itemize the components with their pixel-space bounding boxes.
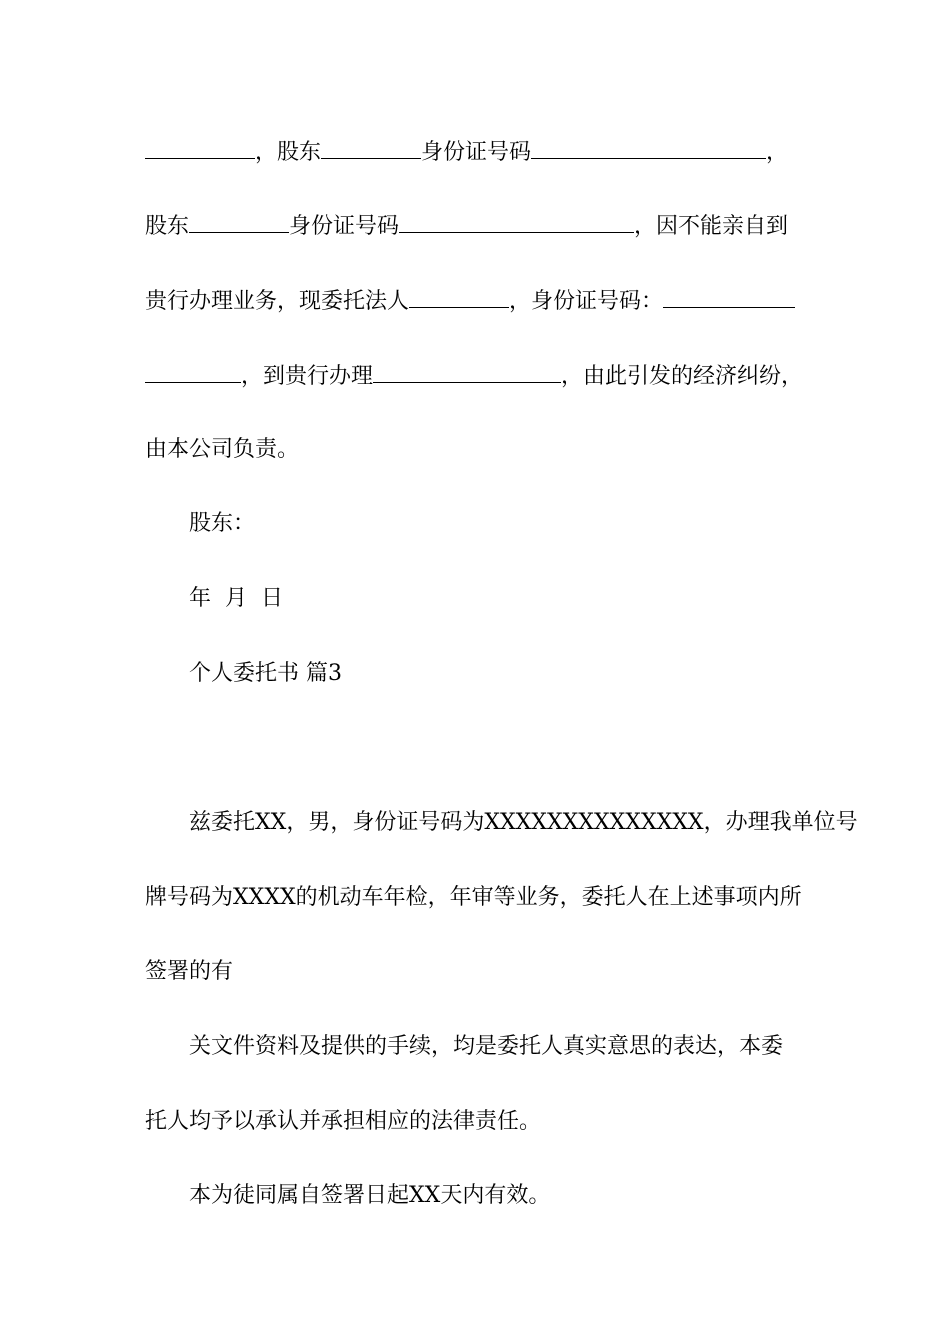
section-title: 个人委托书 篇3 <box>189 661 342 686</box>
paragraph3-line1: 关文件资料及提供的手续，均是委托人真实意思的表达，本委 <box>189 1034 784 1059</box>
paragraph1-line3 <box>145 285 825 317</box>
blank-field <box>409 285 509 308</box>
blank-field <box>145 360 241 383</box>
paragraph1-line4 <box>145 360 825 392</box>
shareholder-label: 股东： <box>189 511 256 536</box>
paragraph2-line1: 兹委托XX，男，身份证号码为XXXXXXXXXXXXXX，办理我单位号 <box>189 810 858 835</box>
paragraph2-line3: 签署的有 <box>145 959 234 984</box>
paragraph1-line1 <box>145 136 825 168</box>
text-segment: ，因不能亲自到 <box>634 214 789 239</box>
blank-field <box>663 285 795 308</box>
text-segment: ，身份证号码： <box>509 289 664 314</box>
text-segment: 股东 <box>145 214 190 239</box>
blank-field <box>145 136 255 159</box>
text-segment: 身份证号码 <box>421 140 532 165</box>
paragraph3-line2: 托人均予以承认并承担相应的法律责任。 <box>145 1109 542 1134</box>
blank-field <box>189 210 289 233</box>
text-segment: ， <box>766 140 789 165</box>
blank-field <box>399 210 634 233</box>
paragraph2-line2: 牌号码为XXXX的机动车年检，年审等业务，委托人在上述事项内所 <box>145 885 802 910</box>
paragraph1-line5: 由本公司负责。 <box>145 437 300 462</box>
text-segment: ，到贵行办理 <box>241 364 374 389</box>
blank-field <box>373 360 561 383</box>
date-line: 年 月 日 <box>189 586 283 611</box>
text-segment: 身份证号码 <box>289 214 400 239</box>
text-segment: 贵行办理业务，现委托法人 <box>145 289 410 314</box>
blank-field <box>531 136 766 159</box>
text-segment: ，由此引发的经济纠纷， <box>561 364 804 389</box>
paragraph4: 本为徒同属自签署日起XX天内有效。 <box>189 1183 551 1208</box>
paragraph1-line2 <box>145 210 825 242</box>
text-segment: ，股东 <box>255 140 322 165</box>
blank-field <box>321 136 421 159</box>
